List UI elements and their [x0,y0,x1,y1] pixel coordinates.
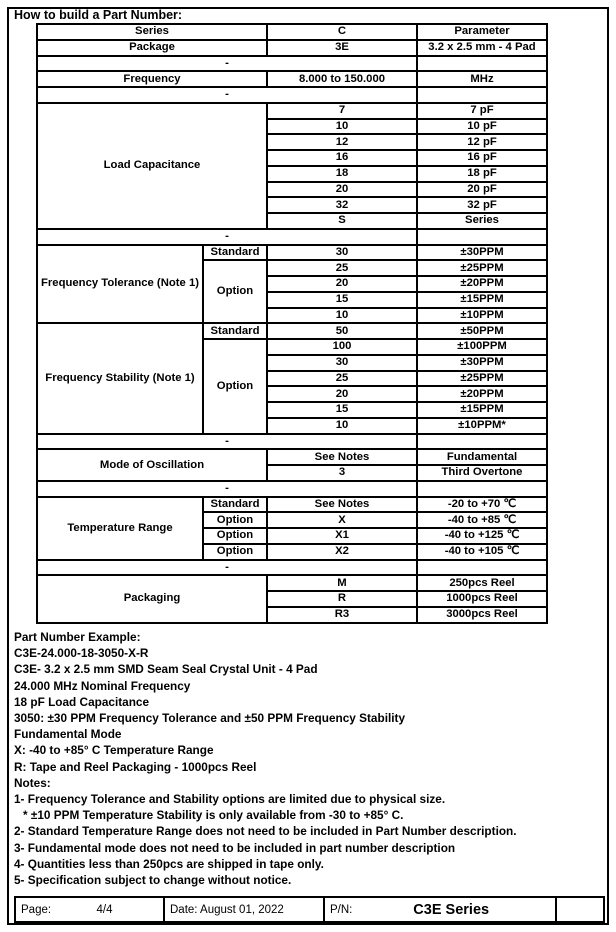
pk-code: M [267,575,417,591]
example-heading: Part Number Example: [14,630,141,644]
fs-code: 10 [267,418,417,434]
tr-code: X1 [267,528,417,544]
mode-label: Mode of Oscillation [37,449,267,481]
separator-row [37,560,547,576]
lc-param: 20 pF [417,182,547,198]
ft-code: 15 [267,292,417,308]
tr-type: Option [203,544,267,560]
tr-param: -20 to +70 ℃ [417,497,547,513]
fs-code: 25 [267,371,417,387]
table-row [37,575,547,591]
fs-option-label: Option [203,339,267,434]
footer-pn-cell [325,898,557,921]
empty-cell [417,56,547,72]
mode-param: Third Overtone [417,465,547,481]
example-line: 24.000 MHz Nominal Frequency [14,678,191,693]
dash-cell: - [37,481,417,497]
tr-code: X [267,512,417,528]
fs-param: ±50PPM [417,323,547,339]
mode-code: See Notes [267,449,417,465]
ft-standard-label: Standard [203,245,267,261]
fs-param: ±30PPM [417,355,547,371]
lc-param: Series [417,213,547,229]
separator-row [37,481,547,497]
lc-param: 7 pF [417,103,547,119]
lc-code: S [267,213,417,229]
pn-value: C3E Series [413,901,490,918]
fs-param: ±20PPM [417,386,547,402]
table-row [37,449,547,465]
table-row [37,497,547,513]
fs-standard-label: Standard [203,323,267,339]
mode-code: 3 [267,465,417,481]
package-param: 3.2 x 2.5 mm - 4 Pad [417,40,547,56]
ft-param: ±15PPM [417,292,547,308]
ft-param: ±25PPM [417,260,547,276]
ft-option-label: Option [203,260,267,323]
table-row [37,24,547,40]
note-line: * ±10 PPM Temperature Stability is only available from -30 to +85° C. [23,808,404,823]
table-row [37,71,547,87]
note-line: 3- Fundamental mode does not need to be included in part number description [14,840,456,855]
lc-code: 12 [267,134,417,150]
tr-type: Option [203,528,267,544]
example-line: C3E-24.000-18-3050-X-R [14,646,149,661]
series-code: C [267,24,417,40]
freq-tolerance-label: Frequency Tolerance (Note 1) [37,245,203,324]
ft-code: 25 [267,260,417,276]
empty-cell [417,560,547,576]
ft-param: ±10PPM [417,308,547,324]
fs-code: 20 [267,386,417,402]
separator-row [37,229,547,245]
separator-row [37,56,547,72]
temp-range-label: Temperature Range [37,497,203,560]
lc-param: 32 pF [417,197,547,213]
frequency-param: MHz [417,71,547,87]
dash-cell: - [37,56,417,72]
example-line: 3050: ±30 PPM Frequency Tolerance and ±50 PPM Frequency Stability [14,711,406,726]
mode-param: Fundamental [417,449,547,465]
ft-param: ±30PPM [417,245,547,261]
fs-param: ±10PPM* [417,418,547,434]
pn-label: P/N: [330,903,353,916]
page-number: 4/4 [96,903,113,916]
ft-code: 10 [267,308,417,324]
frequency-code: 8.000 to 150.000 [267,71,417,87]
note-line: 1- Frequency Tolerance and Stability options are limited due to physical size. [14,792,446,807]
note-line: 2- Standard Temperature Range does not need to be included in Part Number description. [14,824,517,839]
tr-code: See Notes [267,497,417,513]
empty-cell [417,481,547,497]
lc-param: 16 pF [417,150,547,166]
tr-param: -40 to +105 ℃ [417,544,547,560]
tr-code: X2 [267,544,417,560]
lc-param: 18 pF [417,166,547,182]
footer-empty-cell [557,898,603,921]
fs-code: 50 [267,323,417,339]
pk-param: 1000pcs Reel [417,591,547,607]
page-label: Page: [21,903,52,916]
separator-row [37,434,547,450]
notes-heading: Notes: [14,775,51,790]
fs-code: 100 [267,339,417,355]
lc-code: 20 [267,182,417,198]
separator-row [37,87,547,103]
lc-code: 16 [267,150,417,166]
table-row [37,40,547,56]
table-row [37,245,547,261]
ft-code: 20 [267,276,417,292]
package-label: Package [37,40,267,56]
example-line: R: Tape and Reel Packaging - 1000pcs Reel [14,759,257,774]
pk-code: R3 [267,607,417,623]
fs-code: 30 [267,355,417,371]
dash-cell: - [37,87,417,103]
freq-stability-label: Frequency Stability (Note 1) [37,323,203,433]
dash-cell: - [37,229,417,245]
lc-param: 12 pF [417,134,547,150]
fs-param: ±25PPM [417,371,547,387]
tr-type: Standard [203,497,267,513]
example-line: 18 pF Load Capacitance [14,694,150,709]
package-code: 3E [267,40,417,56]
example-line: X: -40 to +85° C Temperature Range [14,743,214,758]
dash-cell: - [37,560,417,576]
pk-code: R [267,591,417,607]
dash-cell: - [37,434,417,450]
lc-code: 10 [267,119,417,135]
body-text [14,629,602,888]
fs-param: ±100PPM [417,339,547,355]
example-line: Fundamental Mode [14,727,122,742]
table-row [37,323,547,339]
page-title: How to build a Part Number: [14,8,183,22]
date-text: Date: August 01, 2022 [170,903,284,916]
packaging-label: Packaging [37,575,267,622]
tr-param: -40 to +85 ℃ [417,512,547,528]
empty-cell [417,229,547,245]
ft-code: 30 [267,245,417,261]
tr-type: Option [203,512,267,528]
lc-code: 7 [267,103,417,119]
pk-param: 250pcs Reel [417,575,547,591]
series-label: Series [37,24,267,40]
pk-param: 3000pcs Reel [417,607,547,623]
parameter-header: Parameter [417,24,547,40]
load-capacitance-label: Load Capacitance [37,103,267,229]
note-line: 5- Specification subject to change without notice. [14,873,292,888]
fs-code: 15 [267,402,417,418]
lc-code: 18 [267,166,417,182]
part-number-table [36,23,548,624]
footer-bar [14,896,605,923]
tr-param: -40 to +125 ℃ [417,528,547,544]
ft-param: ±20PPM [417,276,547,292]
frequency-label: Frequency [37,71,267,87]
empty-cell [417,87,547,103]
lc-param: 10 pF [417,119,547,135]
footer-page-cell [16,898,165,921]
lc-code: 32 [267,197,417,213]
footer-date-cell [165,898,325,921]
note-line: 4- Quantities less than 250pcs are shipped in tape only. [14,856,324,871]
empty-cell [417,434,547,450]
table-row [37,103,547,119]
example-line: C3E- 3.2 x 2.5 mm SMD Seam Seal Crystal Unit - 4 Pad [14,662,318,677]
fs-param: ±15PPM [417,402,547,418]
